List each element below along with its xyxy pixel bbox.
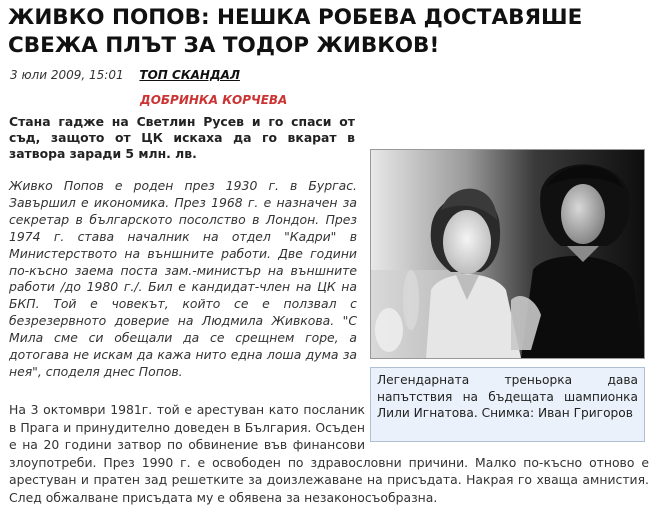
article-photo[interactable] bbox=[370, 149, 645, 359]
photo-caption: Легендарната треньорка дава напътствия на бъдещата шампионка Лили Игнатова. Снимка: Иван Григоров bbox=[370, 367, 645, 442]
author-name: ДОБРИНКА КОРЧЕВА bbox=[140, 93, 288, 107]
publish-date: 3 юли 2009, 15:01 bbox=[10, 68, 124, 82]
article-paragraph-2-text: На 3 октомври 1981г. той е арестуван като посланик в Прага и принудително доведен в България. Осъден е на 20 години затвор по обвинение във финансови злоупотреби. През 1990 г. е освободен по здравословни причини. Малко по-късно отново е арестуван и пратен зад решетките за доизлежаване на присъдата. Накрая го хваща амнистия. След обжалване присъдата му е обявена за незаконосъобразна. bbox=[9, 402, 649, 505]
article-figure bbox=[370, 149, 645, 442]
article-lead: Стана гадже на Светлин Русев и го спаси от съд, защото от ЦК искаха да го вкарат в затвора заради 5 млн. лв. bbox=[9, 114, 355, 161]
article-title: ЖИВКО ПОПОВ: НЕШКА РОБЕВА ДОСТАВЯШЕ СВЕЖА ПЛЪТ ЗА ТОДОР ЖИВКОВ! bbox=[8, 5, 583, 58]
article-paragraph-1: Живко Попов е роден през 1930 г. в Бургас. Завършил е икономика. През 1968 г. е назначен за секретар в българското посолство в Лондон. През 1974 г. става началник на отдел "Кадри" в Министерството на външните работи. Две години по-късно заема поста зам.-министър на външните работи /до 1980 г./. Бил е кандидат-член на ЦК на БКП. Той е човекът, който се е ползвал с безрезервното доверие на Людмила Живкова. "С Мила сме си обещали да се срещнем горе, а дотогава не искам да кажа нито една лоша дума за нея", споделя днес Попов. bbox=[9, 178, 357, 379]
category-link[interactable]: ТОП СКАНДАЛ bbox=[139, 68, 240, 82]
photo-illustration bbox=[371, 150, 644, 358]
article-meta bbox=[10, 67, 240, 83]
